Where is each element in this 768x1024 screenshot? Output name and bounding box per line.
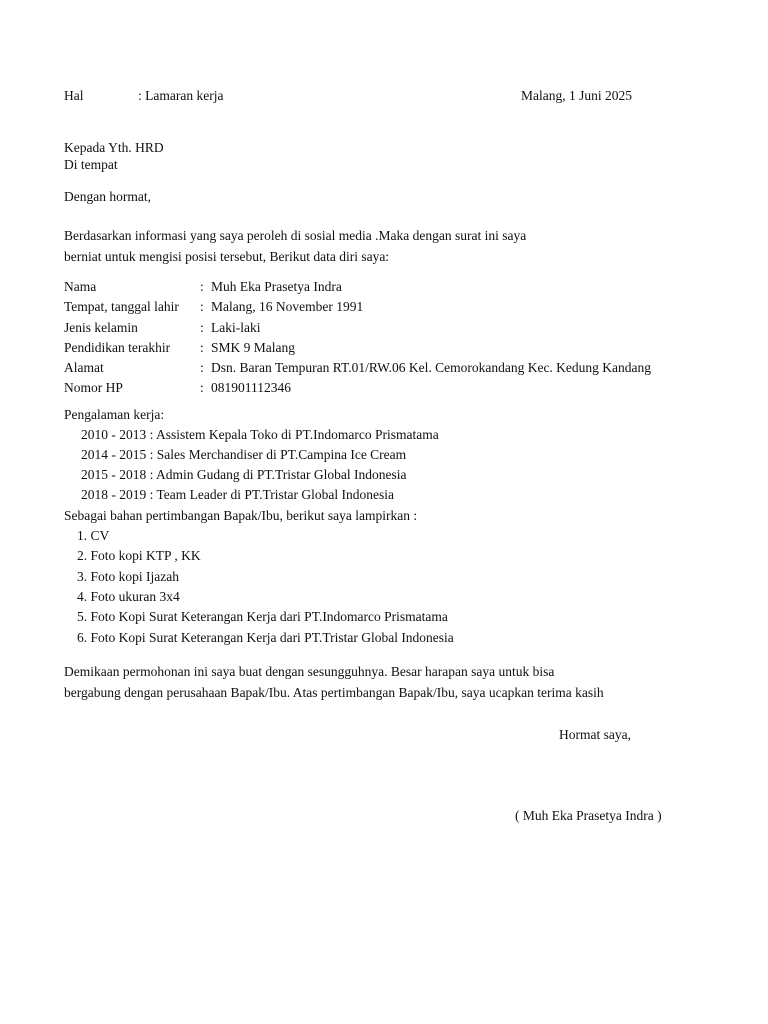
subject-value: : Lamaran kerja (138, 88, 224, 103)
attachment-item: 2. Foto kopi KTP , KK (77, 548, 201, 563)
personal-data-label: Jenis kelamin (64, 320, 138, 335)
signature-name: ( Muh Eka Prasetya Indra ) (515, 808, 662, 823)
recipient-line: Kepada Yth. HRD (64, 140, 164, 155)
personal-data-value: 081901112346 (211, 380, 291, 395)
personal-data-colon: : (200, 320, 204, 335)
personal-data-value: Malang, 16 November 1991 (211, 299, 364, 314)
personal-data-label: Tempat, tanggal lahir (64, 299, 179, 314)
experience-title: Pengalaman kerja: (64, 407, 165, 422)
personal-data-colon: : (200, 340, 204, 355)
personal-data-label: Pendidikan terakhir (64, 340, 171, 355)
attachment-item: 3. Foto kopi Ijazah (77, 569, 179, 584)
closing-line-2: bergabung dengan perusahaan Bapak/Ibu. Atas pertimbangan Bapak/Ibu, saya ucapkan terima kasih (64, 685, 604, 700)
subject-label: Hal (64, 88, 84, 103)
personal-data-colon: : (200, 380, 204, 395)
personal-data-label: Nama (64, 279, 97, 294)
intro-line-2: berniat untuk mengisi posisi tersebut, Berikut data diri saya: (64, 249, 390, 264)
attachment-item: 5. Foto Kopi Surat Keterangan Kerja dari PT.Indomarco Prismatama (77, 609, 448, 624)
greeting: Dengan hormat, (64, 189, 151, 204)
personal-data-value: Dsn. Baran Tempuran RT.01/RW.06 Kel. Cemorokandang Kec. Kedung Kandang (211, 360, 652, 375)
attachment-item: 4. Foto ukuran 3x4 (77, 589, 180, 604)
attachment-item: 1. CV (77, 528, 110, 543)
personal-data-value: Muh Eka Prasetya Indra (211, 279, 342, 294)
experience-item: 2018 - 2019 : Team Leader di PT.Tristar Global Indonesia (81, 487, 394, 502)
personal-data-value: SMK 9 Malang (211, 340, 295, 355)
intro-line-1: Berdasarkan informasi yang saya peroleh di sosial media .Maka dengan surat ini saya (64, 228, 527, 243)
personal-data-value: Laki-laki (211, 320, 261, 335)
personal-data-label: Alamat (64, 360, 104, 375)
place-date: Malang, 1 Juni 2025 (521, 88, 632, 103)
signature-salutation: Hormat saya, (559, 727, 631, 742)
personal-data-label: Nomor HP (64, 380, 123, 395)
experience-item: 2014 - 2015 : Sales Merchandiser di PT.Campina Ice Cream (81, 447, 407, 462)
personal-data-colon: : (200, 279, 204, 294)
experience-item: 2010 - 2013 : Assistem Kepala Toko di PT.Indomarco Prismatama (81, 427, 439, 442)
attachments-intro: Sebagai bahan pertimbangan Bapak/Ibu, berikut saya lampirkan : (64, 508, 418, 523)
attachment-item: 6. Foto Kopi Surat Keterangan Kerja dari PT.Tristar Global Indonesia (77, 630, 454, 645)
personal-data-colon: : (200, 299, 204, 314)
experience-item: 2015 - 2018 : Admin Gudang di PT.Tristar Global Indonesia (81, 467, 407, 482)
closing-line-1: Demikaan permohonan ini saya buat dengan sesungguhnya. Besar harapan saya untuk bisa (64, 664, 555, 679)
recipient-location: Di tempat (64, 157, 118, 172)
personal-data-colon: : (200, 360, 204, 375)
